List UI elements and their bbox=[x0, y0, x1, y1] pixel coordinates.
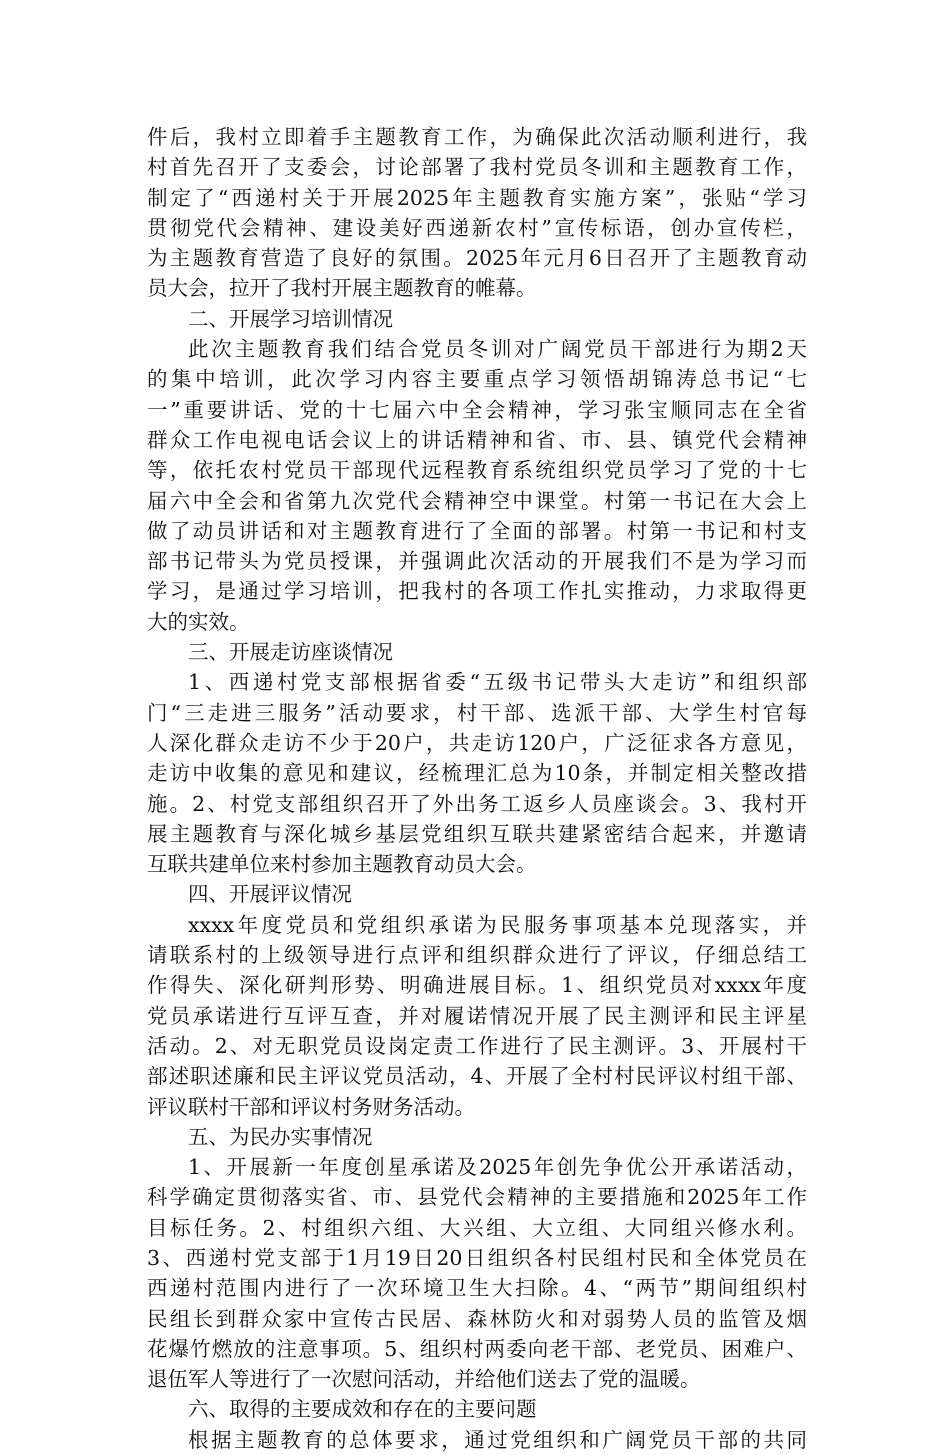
paragraph-line: 作得失、深化研判形势、明确进展目标。1、组织党员对xxxx年度 bbox=[147, 973, 807, 998]
paragraph-line: 党员承诺进行互评互查，并对履诺情况开展了民主测评和民主评星 bbox=[147, 1003, 807, 1028]
paragraph-first-line: 1、开展新一年度创星承诺及2025年创先争优公开承诺活动， bbox=[188, 1155, 807, 1180]
paragraph-line: 为主题教育营造了良好的氛围。2025年元月6日召开了主题教育动 bbox=[147, 246, 807, 271]
paragraph-line: 目标任务。2、村组织六组、大兴组、大立组、大同组兴修水利。 bbox=[147, 1215, 807, 1240]
paragraph-line: 门“三走进三服务”活动要求，村干部、选派干部、大学生村官每 bbox=[147, 700, 807, 725]
document-body bbox=[147, 122, 807, 1455]
paragraph-first-line: xxxx年度党员和党组织承诺为民服务事项基本兑现落实，并 bbox=[188, 912, 807, 937]
paragraph-last-line: 大的实效。 bbox=[147, 609, 250, 634]
paragraph-line: 活动。2、对无职党员设岗定责工作进行了民主测评。3、开展村干 bbox=[147, 1033, 807, 1058]
paragraph-line: 人深化群众走访不少于20户，共走访120户，广泛征求各方意见， bbox=[147, 730, 807, 755]
paragraph-line: 展主题教育与深化城乡基层党组织互联共建紧密结合起来，并邀请 bbox=[147, 821, 807, 846]
paragraph-line: 等，依托农村党员干部现代远程教育系统组织党员学习了党的十七 bbox=[147, 458, 807, 483]
paragraph-line: 制定了“西递村关于开展2025年主题教育实施方案”，张贴“学习 bbox=[147, 185, 807, 210]
paragraph-line: 届六中全会和省第九次党代会精神空中课堂。村第一书记在大会上 bbox=[147, 488, 807, 513]
paragraph-line: 西递村范围内进行了一次环境卫生大扫除。4、“两节”期间组织村 bbox=[147, 1276, 807, 1301]
paragraph-line: 群众工作电视电话会议上的讲话精神和省、市、县、镇党代会精神 bbox=[147, 427, 807, 452]
section-heading: 五、为民办实事情况 bbox=[188, 1124, 373, 1149]
paragraph-line: 学习，是通过学习培训，把我村的各项工作扎实推动，力求取得更 bbox=[147, 579, 807, 604]
section-heading: 四、开展评议情况 bbox=[188, 882, 352, 907]
paragraph-line: 村首先召开了支委会，讨论部署了我村党员冬训和主题教育工作， bbox=[147, 155, 807, 180]
paragraph-line: 部书记带头为党员授课，并强调此次活动的开展我们不是为学习而 bbox=[147, 549, 807, 574]
paragraph-line: 请联系村的上级领导进行点评和组织群众进行了评议，仔细总结工 bbox=[147, 943, 807, 968]
paragraph-first-line: 根据主题教育的总体要求，通过党组织和广阔党员干部的共同 bbox=[188, 1427, 807, 1452]
paragraph-first-line: 此次主题教育我们结合党员冬训对广阔党员干部进行为期2天 bbox=[188, 337, 807, 362]
paragraph-line: 花爆竹燃放的注意事项。5、组织村两委向老干部、老党员、困难户、 bbox=[147, 1336, 807, 1361]
section-heading: 二、开展学习培训情况 bbox=[188, 306, 393, 331]
paragraph-last-line: 退伍军人等进行了一次慰问活动，并给他们送去了党的温暖。 bbox=[147, 1367, 701, 1392]
paragraph-line: 科学确定贯彻落实省、市、县党代会精神的主要措施和2025年工作 bbox=[147, 1185, 807, 1210]
paragraph-last-line: 员大会，拉开了我村开展主题教育的帷幕。 bbox=[147, 276, 537, 301]
paragraph-line: 3、西递村党支部于1月19日20日组织各村民组村民和全体党员在 bbox=[147, 1245, 807, 1270]
paragraph-line: 一”重要讲话、党的十七届六中全会精神，学习张宝顺同志在全省 bbox=[147, 397, 807, 422]
paragraph-line: 做了动员讲话和对主题教育进行了全面的部署。村第一书记和村支 bbox=[147, 518, 807, 543]
paragraph-line: 施。2、村党支部组织召开了外出务工返乡人员座谈会。3、我村开 bbox=[147, 791, 807, 816]
paragraph-line: 部述职述廉和民主评议党员活动，4、开展了全村村民评议村组干部、 bbox=[147, 1064, 807, 1089]
paragraph-first-line: 1、西递村党支部根据省委“五级书记带头大走访”和组织部 bbox=[188, 670, 807, 695]
paragraph-last-line: 评议联村干部和评议村务财务活动。 bbox=[147, 1094, 475, 1119]
paragraph-line: 贯彻党代会精神、建设美好西递新农村”宣传标语，创办宣传栏， bbox=[147, 215, 807, 240]
paragraph-line: 的集中培训，此次学习内容主要重点学习领悟胡锦涛总书记“七 bbox=[147, 367, 807, 392]
paragraph-line: 件后，我村立即着手主题教育工作，为确保此次活动顺利进行，我 bbox=[147, 125, 807, 149]
paragraph-line: 走访中收集的意见和建议，经梳理汇总为10条，并制定相关整改措 bbox=[147, 761, 807, 786]
section-heading: 三、开展走访座谈情况 bbox=[188, 640, 393, 665]
paragraph-last-line: 互联共建单位来村参加主题教育动员大会。 bbox=[147, 852, 537, 877]
section-heading: 六、取得的主要成效和存在的主要问题 bbox=[188, 1397, 537, 1422]
paragraph-line: 民组长到群众家中宣传古民居、森林防火和对弱势人员的监管及烟 bbox=[147, 1306, 807, 1331]
